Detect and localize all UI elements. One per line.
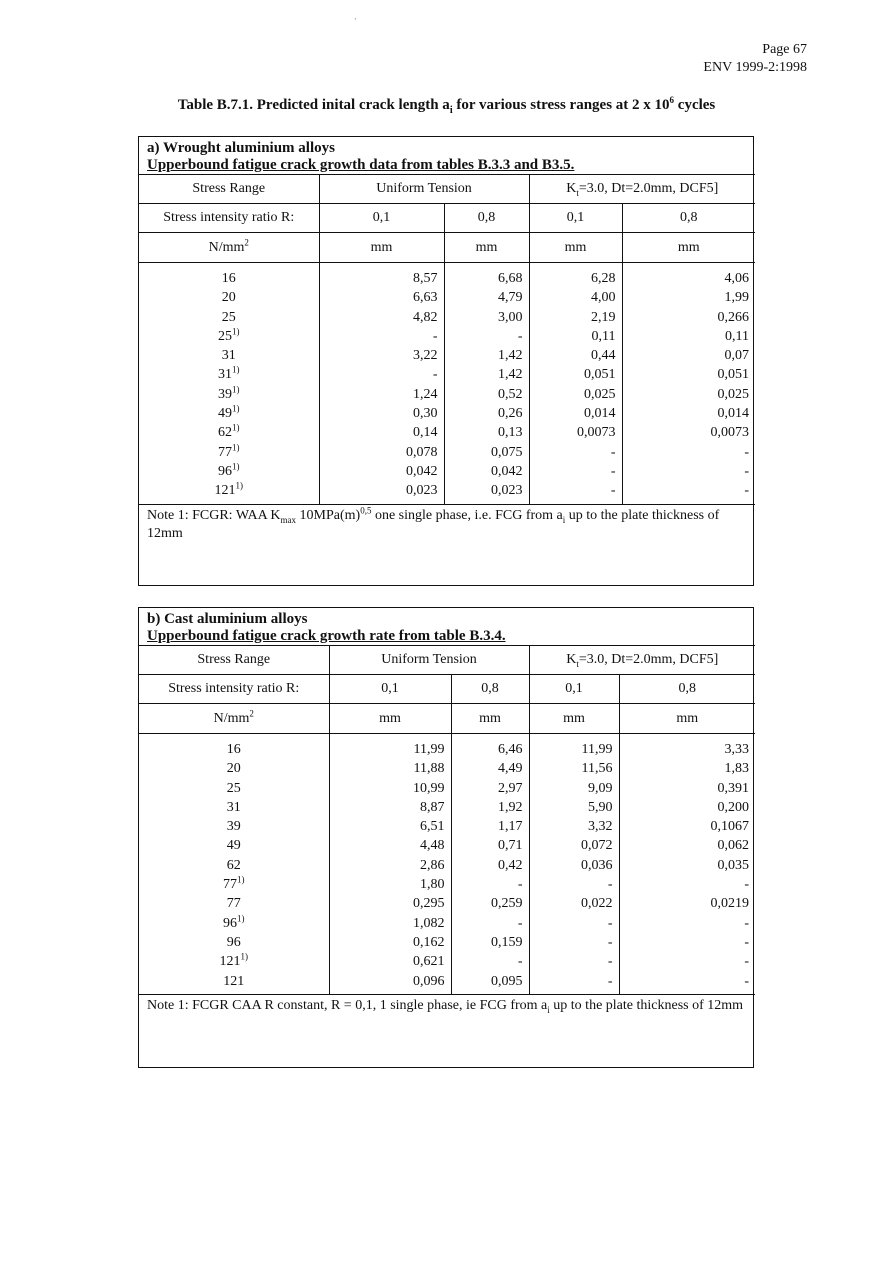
crack-length-cell: 1,17 (498, 819, 523, 835)
ratio-value: 0,1 (529, 204, 622, 233)
crack-length-cell: 0,014 (717, 406, 750, 422)
stress-range-cell: 77$^{1)}$ (218, 442, 240, 460)
footnote-marker: 1) (232, 442, 240, 453)
ratio-value: 0,1 (529, 675, 619, 704)
crack-length-cell: 3,00 (498, 309, 523, 325)
ratio-label: Stress intensity ratio R: (139, 204, 319, 233)
stress-range-cell: 20 (221, 290, 236, 306)
crack-length-cell: 0,14 (413, 425, 438, 441)
crack-length-cell: 6,63 (413, 290, 438, 306)
unit-value: mm (622, 233, 755, 263)
crack-length-cell: 0,023 (491, 483, 523, 499)
data-body (139, 263, 755, 505)
crack-length-cell: - (610, 483, 616, 499)
crack-length-cell: 1,80 (420, 877, 445, 893)
unit-value: mm (619, 704, 755, 734)
crack-length-cell: 8,57 (413, 271, 438, 286)
crack-length-cell: 0,042 (491, 463, 523, 479)
stress-range-cell: 25 (226, 780, 241, 796)
crack-length-cell: 0,0073 (577, 425, 616, 441)
stress-range-cell: 77$^{1)}$ (223, 874, 245, 893)
crack-length-cell: 0,1067 (710, 819, 750, 835)
footnote-marker: 1) (235, 480, 243, 491)
value-column (529, 734, 619, 995)
kt-header: $K_t=3.0$, Dt=2.0mm, DCF5] (529, 646, 755, 675)
crack-length-cell: 0,162 (413, 934, 445, 950)
crack-length-cell: 1,42 (498, 348, 523, 364)
stress-range-header: Stress Range (139, 646, 329, 675)
crack-length-cell: 5,90 (588, 799, 613, 815)
stress-range-cell: 62$^{1)}$ (218, 422, 240, 441)
crack-length-cell: 0,259 (491, 896, 523, 912)
crack-length-cell: 0,078 (406, 444, 438, 460)
stress-range-cell: 49$^{1)}$ (218, 403, 240, 422)
uniform-tension-header: Uniform Tension (329, 646, 529, 675)
stress-range-cell: 16 (226, 742, 241, 757)
stress-range-cell: 39$^{1)}$ (218, 384, 240, 402)
crack-length-cell: 11,88 (413, 761, 445, 777)
crack-length-cell: 0,200 (717, 799, 750, 815)
crack-length-cell: - (744, 444, 750, 460)
crack-length-cell: 0,52 (498, 386, 523, 402)
footnote-marker: 1) (232, 384, 240, 395)
crack-length-cell: 1,42 (498, 367, 523, 383)
crack-length-cell: 1,92 (498, 799, 523, 815)
section-title: a) Wrought aluminium alloys Upperbound fatigue crack growth data from tables B.3.3 and B3.5. (147, 140, 575, 173)
header-row-ratio (139, 204, 755, 233)
ratio-label: Stress intensity ratio R: (139, 675, 329, 704)
crack-length-cell: 1,24 (413, 386, 438, 402)
crack-length-cell: 4,49 (498, 761, 523, 777)
header-row-units (139, 704, 755, 734)
stress-range-cell: 31 (226, 799, 241, 815)
crack-length-cell: 4,82 (413, 309, 438, 325)
value-column (622, 263, 755, 505)
unit-label: $N/mm^2$ (139, 233, 319, 263)
stress-range-cell: 31 (221, 348, 236, 364)
crack-length-cell: - (432, 328, 438, 344)
crack-length-cell: 0,014 (584, 406, 616, 422)
crack-length-cell: - (744, 877, 750, 893)
crack-length-cell: 4,06 (724, 271, 750, 286)
header-row-load (139, 646, 755, 675)
crack-length-cell: - (610, 444, 616, 460)
stress-range-cell: 121 (223, 973, 245, 989)
crack-length-cell: - (607, 877, 613, 893)
crack-length-cell: - (744, 483, 750, 499)
crack-length-cell: 6,46 (498, 742, 523, 757)
crack-length-cell: 0,391 (717, 780, 750, 796)
crack-length-cell: 4,00 (591, 290, 616, 306)
crack-length-cell: 0,42 (498, 857, 523, 873)
crack-length-cell: 1,83 (724, 761, 750, 777)
crack-length-cell: 2,86 (420, 857, 445, 873)
crack-length-cell: 0,30 (413, 406, 438, 422)
crack-length-cell: 0,11 (725, 328, 750, 344)
crack-length-cell: - (517, 954, 523, 970)
unit-value: mm (319, 233, 444, 263)
crack-length-cell: 0,095 (491, 973, 523, 989)
unit-value: mm (329, 704, 451, 734)
ratio-value: 0,8 (444, 204, 529, 233)
crack-length-cell: - (610, 463, 616, 479)
crack-length-cell: - (607, 973, 613, 989)
footnote-marker: 1) (232, 461, 240, 472)
footnote-marker: 1) (232, 364, 240, 375)
crack-length-cell: 0,035 (717, 857, 750, 873)
crack-length-cell: 0,71 (498, 838, 523, 854)
crack-length-cell: 11,56 (581, 761, 613, 777)
value-column (529, 263, 622, 505)
crack-length-cell: 6,68 (498, 271, 523, 286)
stress-range-cell: 25$^{1)}$ (218, 326, 240, 344)
crack-length-cell: 0,025 (584, 386, 616, 402)
stress-range-cell: 49 (226, 838, 241, 854)
crack-length-cell: 0,096 (413, 973, 445, 989)
crack-length-cell: - (744, 973, 750, 989)
table-caption: Table B.7.1. Predicted inital crack length $a_i$ for various stress ranges at 2 x $10^6$ cycles (177, 95, 716, 116)
crack-length-cell: 0,051 (717, 367, 750, 383)
crack-length-cell: 8,87 (420, 799, 445, 815)
unit-value: mm (444, 233, 529, 263)
crack-length-cell: 0,26 (498, 406, 523, 422)
crack-length-cell: 10,99 (413, 780, 445, 796)
crack-length-cell: 0,11 (591, 328, 616, 344)
crack-length-cell: 3,33 (724, 742, 750, 757)
ratio-value: 0,8 (451, 675, 529, 704)
stress-range-cell: 20 (226, 761, 241, 777)
crack-length-cell: - (607, 934, 613, 950)
crack-length-cell: - (607, 915, 613, 931)
crack-length-cell: 0,0219 (710, 896, 750, 912)
crack-length-cell: 11,99 (581, 742, 613, 757)
crack-length-cell: 2,19 (591, 309, 616, 325)
stress-range-cell: 25 (221, 309, 236, 325)
crack-length-cell: 0,023 (406, 483, 438, 499)
stress-range-cell: 31$^{1)}$ (218, 364, 240, 383)
crack-length-cell: 0,295 (413, 896, 445, 912)
crack-length-cell: - (744, 463, 750, 479)
stress-range-cell: 96 (226, 934, 241, 950)
crack-length-cell: 0,075 (491, 444, 523, 460)
crack-length-cell: 6,51 (420, 819, 445, 835)
crack-length-cell: 0,036 (581, 857, 613, 873)
footnote-marker: 1) (232, 326, 240, 337)
ratio-value: 0,8 (619, 675, 755, 704)
stress-range-cell: 62 (226, 857, 241, 873)
crack-length-cell: 6,28 (591, 271, 616, 286)
footnote-marker: 1) (240, 951, 248, 962)
unit-value: mm (529, 704, 619, 734)
crack-length-cell: 0,042 (406, 463, 438, 479)
footnote-marker: 1) (232, 403, 240, 414)
value-column (329, 734, 451, 995)
header-row-load (139, 175, 755, 204)
crack-length-cell: 0,07 (724, 348, 750, 364)
crack-length-cell: - (517, 877, 523, 893)
crack-length-cell: 0,072 (581, 838, 613, 854)
crack-length-cell: 11,99 (413, 742, 445, 757)
table-section-wrought (138, 136, 754, 586)
table-section-cast (138, 607, 754, 1068)
crack-length-table (139, 645, 755, 995)
unit-value: mm (451, 704, 529, 734)
crack-length-cell: 1,99 (724, 290, 750, 306)
uniform-tension-header: Uniform Tension (319, 175, 529, 204)
crack-length-cell: 0,44 (591, 348, 616, 364)
stress-range-cell: 121$^{1)}$ (214, 480, 243, 499)
crack-length-cell: 0,621 (413, 954, 445, 970)
ratio-value: 0,8 (622, 204, 755, 233)
header-row-ratio (139, 675, 755, 704)
ratio-value: 0,1 (319, 204, 444, 233)
crack-length-cell: 3,22 (413, 348, 438, 364)
data-body (139, 734, 755, 995)
crack-length-cell: 9,09 (588, 780, 613, 796)
crack-length-cell: 0,022 (581, 896, 613, 912)
stress-column (139, 263, 319, 505)
crack-length-cell: 3,32 (588, 819, 613, 835)
stress-range-cell: 16 (221, 271, 236, 286)
crack-length-cell: - (744, 934, 750, 950)
footnote-marker: 1) (237, 874, 245, 885)
crack-length-cell: 0,062 (717, 838, 750, 854)
table-note: Note 1: FCGR: WAA $K_{max}$ $10MPa(m)^{0,5}$ one single phase, i.e. FCG from $a_i$ up to the plate thickness of 12mm (147, 504, 720, 541)
stress-range-cell: 96$^{1)}$ (223, 913, 245, 931)
document-code: ENV 1999-2:1998 (703, 60, 807, 75)
scan-mark: ‚ (354, 12, 357, 21)
footnote-marker: 1) (237, 913, 245, 924)
crack-length-cell: - (744, 915, 750, 931)
crack-length-cell: - (432, 367, 438, 383)
stress-range-header: Stress Range (139, 175, 319, 204)
crack-length-cell: 0,266 (717, 309, 750, 325)
ratio-value: 0,1 (329, 675, 451, 704)
crack-length-cell: 1,082 (413, 915, 445, 931)
page-number: Page 67 (762, 42, 807, 57)
crack-length-cell: 4,48 (420, 838, 445, 854)
stress-range-cell: 39 (226, 819, 241, 835)
crack-length-table (139, 174, 755, 505)
crack-length-cell: - (517, 915, 523, 931)
footnote-marker: 1) (232, 422, 240, 433)
crack-length-cell: 0,051 (584, 367, 616, 383)
stress-range-cell: 77 (226, 896, 241, 912)
crack-length-cell: - (607, 954, 613, 970)
unit-value: mm (529, 233, 622, 263)
value-column (444, 263, 529, 505)
crack-length-cell: 2,97 (498, 780, 523, 796)
value-column (319, 263, 444, 505)
stress-column (139, 734, 329, 995)
section-title: b) Cast aluminium alloys Upperbound fatigue crack growth rate from table B.3.4. (147, 611, 506, 644)
header-row-units (139, 233, 755, 263)
stress-range-cell: 121$^{1)}$ (219, 951, 248, 970)
crack-length-cell: 0,13 (498, 425, 523, 441)
crack-length-cell: 0,0073 (710, 425, 750, 441)
unit-label: $N/mm^2$ (139, 704, 329, 734)
crack-length-cell: 4,79 (498, 290, 523, 306)
crack-length-cell: - (744, 954, 750, 970)
stress-range-cell: 96$^{1)}$ (218, 461, 240, 479)
table-note: Note 1: FCGR CAA R constant, R = 0,1, 1 single phase, ie FCG from $a_i$ up to the plate thickness of 12mm (147, 997, 744, 1015)
value-column (451, 734, 529, 995)
crack-length-cell: 0,159 (491, 934, 523, 950)
crack-length-cell: - (517, 328, 523, 344)
value-column (619, 734, 755, 995)
kt-header: $K_t=3.0$, Dt=2.0mm, DCF5] (529, 175, 755, 204)
crack-length-cell: 0,025 (717, 386, 750, 402)
